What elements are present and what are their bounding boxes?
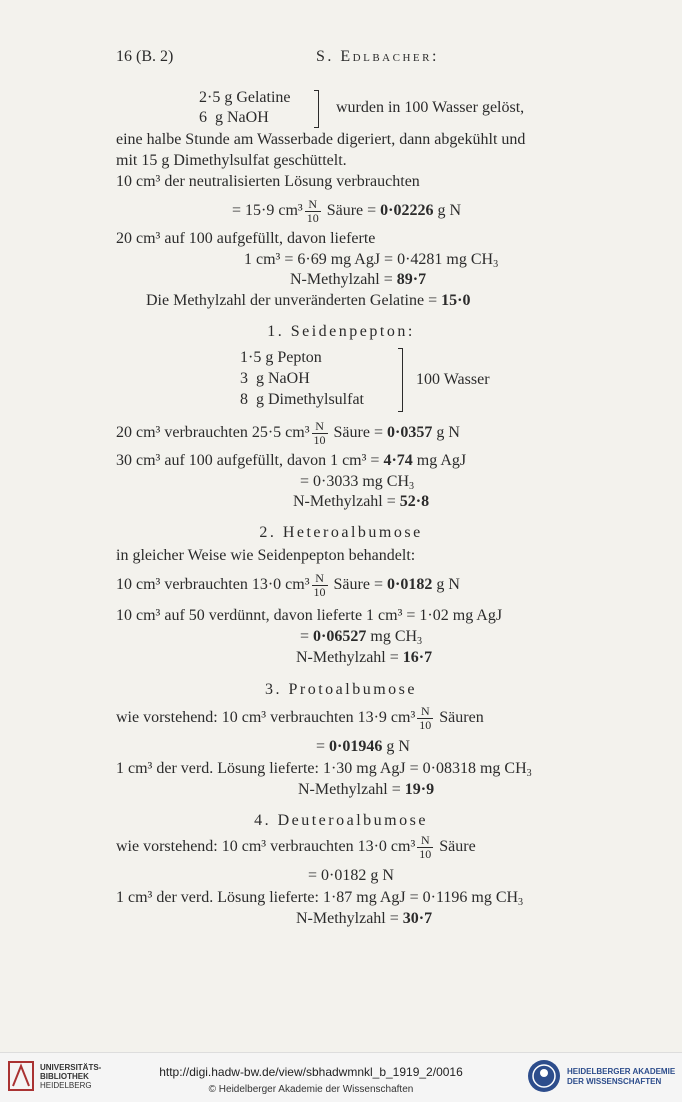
formula-line: 20 cm³ verbrauchten 25·5 cm³ $\frac{N}{10}$ Säure = 0·0357 g N xyxy=(116,419,460,447)
viewer-footer xyxy=(0,1052,682,1102)
permalink-url[interactable]: http://digi.hadw-bw.de/view/sbhadwmnkl_b_1919_2/0016 xyxy=(159,1065,463,1079)
academy-name: HEIDELBERGER AKADEMIE DER WISSENSCHAFTEN xyxy=(567,1067,676,1086)
fraction: $\frac{N}{10}$ xyxy=(313,419,326,447)
formula-line: wie vorstehend: 10 cm³ verbrauchten 13·0 cm³ $\frac{N}{10}$ Säure xyxy=(116,833,476,861)
section-title: 1. Seidenpepton: xyxy=(267,323,415,340)
methylzahl-line: N-Methylzahl = 19·9 xyxy=(298,781,435,798)
ingredient-line: 6 g NaOH xyxy=(199,109,269,126)
text-line: 1 cm³ der verd. Lösung lieferte: 1·30 mg AgJ = 0·08318 mg $CH_3$ xyxy=(116,760,532,779)
ingredient-line: 2·5 g Gelatine xyxy=(199,89,291,106)
brace-icon xyxy=(398,348,403,412)
formula-line: = 0·01946 g N xyxy=(316,738,410,755)
fraction: $\frac{N}{10}$ xyxy=(419,833,432,861)
ingredient-line: 8 g Dimethylsulfat xyxy=(240,391,364,408)
section-title: 3. Protoalbumose xyxy=(265,681,417,698)
text-line: 10 cm³ auf 50 verdünnt, davon lieferte 1 cm³ = 1·02 mg AgJ xyxy=(116,607,503,624)
text-line: 30 cm³ auf 100 aufgefüllt, davon 1 cm³ = 4·74 mg AgJ xyxy=(116,452,467,469)
methylzahl-line: N-Methylzahl = 16·7 xyxy=(296,649,433,666)
brace-note: wurden in 100 Wasser gelöst, xyxy=(336,99,525,116)
page-number: 16 (B. 2) xyxy=(116,48,174,65)
brace-icon xyxy=(314,90,319,128)
formula-line: 10 cm³ verbrauchten 13·0 cm³ $\frac{N}{10}$ Säure = 0·0182 g N xyxy=(116,571,460,599)
formula-line: wie vorstehend: 10 cm³ verbrauchten 13·9 cm³ $\frac{N}{10}$ Säuren xyxy=(116,704,484,732)
section-title: 2. Heteroalbumose xyxy=(259,524,423,541)
methylzahl-line: N-Methylzahl = 30·7 xyxy=(296,910,433,927)
formula-line xyxy=(232,198,461,225)
text-line: 20 cm³ auf 100 aufgefüllt, davon lieferte xyxy=(116,230,376,247)
text-line: in gleicher Weise wie Seidenpepton behandelt: xyxy=(116,547,416,564)
ingredient-line: 1·5 g Pepton xyxy=(240,349,322,366)
formula-text: g N xyxy=(437,202,462,220)
text-line: Die Methylzahl der unveränderten Gelatine = 15·0 xyxy=(146,292,471,309)
result-value: 0·02226 xyxy=(380,202,434,220)
methylzahl-line: N-Methylzahl = 52·8 xyxy=(293,493,430,510)
section-title: 4. Deuteroalbumose xyxy=(254,812,428,829)
university-library-logo-icon xyxy=(8,1061,34,1091)
copyright: © Heidelberger Akademie der Wissenschaften xyxy=(208,1084,414,1095)
running-head: S. Edlbacher: xyxy=(316,48,439,65)
academy-seal-icon xyxy=(527,1059,561,1093)
fraction: $\frac{N}{10}$ xyxy=(306,197,319,225)
fraction: $\frac{N}{10}$ xyxy=(313,571,326,599)
formula-text: Säure = xyxy=(326,202,377,220)
text-line: mit 15 g Dimethylsulfat geschüttelt. xyxy=(116,152,347,169)
formula-line: = 0·0182 g N xyxy=(308,867,394,884)
result-value: 0·0357 xyxy=(386,424,433,442)
text-line: 10 cm³ der neutralisierten Lösung verbrauchten xyxy=(116,173,420,190)
text-line: eine halbe Stunde am Wasserbade digeriert, dann abgekühlt und xyxy=(116,131,526,148)
formula-text: = 15·9 cm³ xyxy=(232,202,303,220)
brace-note: 100 Wasser xyxy=(416,371,490,388)
formula-line: = 0·3033 mg $CH_3$ xyxy=(300,473,415,492)
ingredient-line: 3 g NaOH xyxy=(240,370,310,387)
fraction: $\frac{N}{10}$ xyxy=(419,704,432,732)
library-name: UNIVERSITÄTS- BIBLIOTHEK HEIDELBERG xyxy=(40,1063,102,1090)
methylzahl-line: N-Methylzahl = 89·7 xyxy=(290,271,427,288)
result-value: 0·0182 xyxy=(386,576,433,594)
formula-line: = 0·06527 mg $CH_3$ xyxy=(300,628,423,647)
text-line: 1 cm³ der verd. Lösung lieferte: 1·87 mg AgJ = 0·1196 mg $CH_3$ xyxy=(116,889,524,908)
formula-line: 1 cm³ = 6·69 mg AgJ = 0·4281 mg $CH_3$ xyxy=(244,251,499,270)
